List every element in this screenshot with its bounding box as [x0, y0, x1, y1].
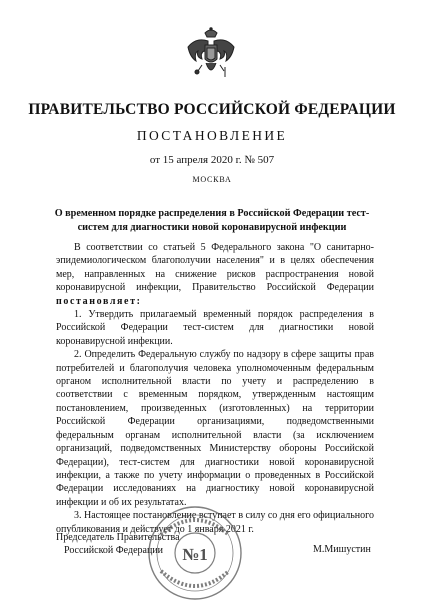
document-type: ПОСТАНОВЛЕНИЕ: [136, 128, 288, 143]
russian-coat-of-arms-icon: [186, 27, 236, 83]
document-heading: О временном порядке распределения в Российской Федерации тест-систем для диагностики новой коронавирусной инфекции: [54, 208, 370, 233]
signatory-position-line2: Российской Федерации: [64, 545, 164, 557]
list-item: 1. Утвердить прилагаемый временный порядок распределения в Российской Федерации тест-систем для диагностики новой коронавирусной инфекции.: [56, 309, 374, 347]
document-body: [56, 241, 374, 536]
document-date-number: от 15 апреля 2020 г. № 507: [149, 154, 275, 166]
signatory-position-line1: Председатель Правительства: [56, 532, 180, 543]
list-item: 2. Определить Федеральную службу по надзору в сфере защиты прав потребителей и благополучия человека уполномоченным федеральным органом исполнительной власти по учету и распределению в соответствии с временным порядком, утвержденным настоящим постановлением, произведенных (изготовленных) на территории Российской Федерации организациями, подведомственными федеральным органам исполнительной власти (за исключением организаций, подведомственных Министерству обороны Российской Федерации), тест-систем для диагностики новой коронавирусной инфекции, а также по учету информации о проведенных в Российской Федерации исследованиях на диагностику новой коронавирусной инфекции и об их результатах.: [56, 349, 374, 508]
official-seal-icon: [147, 505, 243, 601]
signatory-name: М.Мишустин: [313, 544, 371, 555]
resolves-word: постановляет:: [56, 295, 142, 307]
intro-paragraph: В соответствии со статьей 5 Федерального закона "О санитарно-эпидемиологическом благополучии населения" и в целях обеспечения мер, направленных на снижение рисков распространения новой коронавирусной инфекции, Правительство Российской Федерации постановляет:: [56, 242, 374, 307]
government-title: ПРАВИТЕЛЬСТВО РОССИЙСКОЙ ФЕДЕРАЦИИ: [28, 101, 396, 118]
document-city: МОСКВА: [192, 175, 232, 184]
stamp-number: №1: [182, 545, 208, 564]
list-item: 3. Настоящее постановление вступает в силу со дня его официального опубликования и действует до 1 января 2021 г.: [56, 510, 374, 535]
